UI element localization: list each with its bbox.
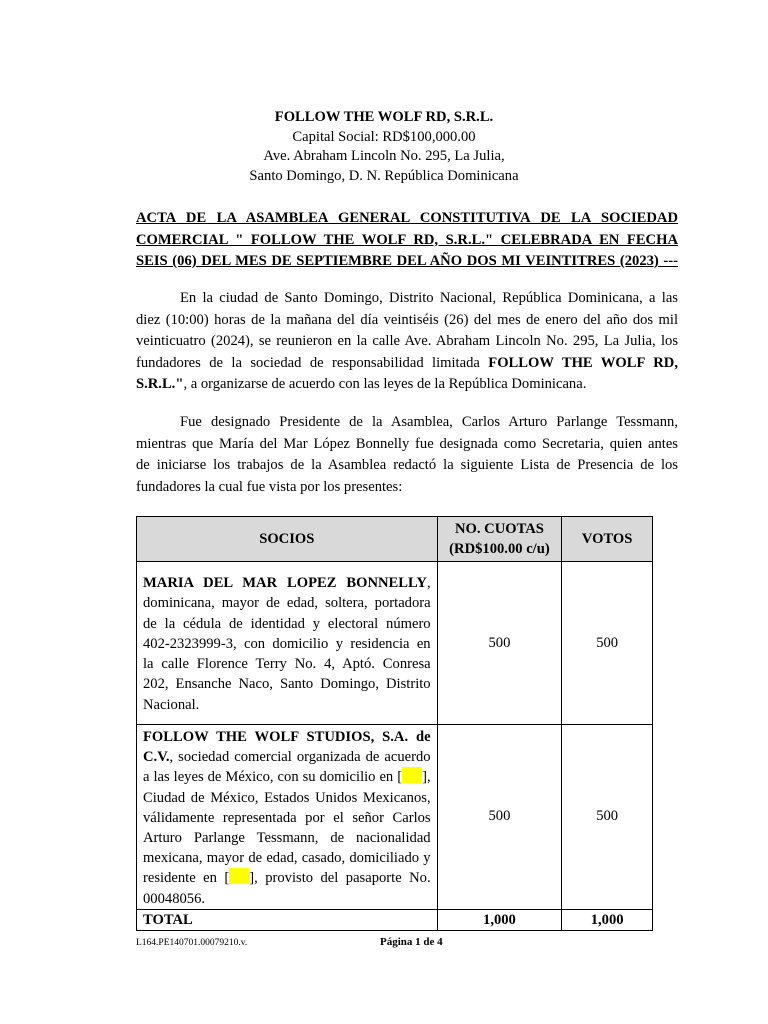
title-line-1: ACTA DE LA ASAMBLEA GENERAL CONSTITUTIVA DE LA SOCIEDAD	[136, 210, 678, 226]
cuotas-cell: 500	[437, 562, 562, 725]
title-line-2: COMERCIAL " FOLLOW THE WOLF RD, S.R.L." CELEBRADA EN FECHA	[136, 231, 678, 248]
total-votos: 1,000	[562, 909, 653, 930]
document-header	[0, 108, 768, 186]
desc-line: Nacional.	[143, 696, 200, 713]
paragraph2-line: mientras que María del Mar López Bonnelly fue designada como Secretaria, quien antes	[136, 435, 678, 452]
desc-line: 402-2323999-3, con domicilio y residencia en	[143, 635, 431, 652]
cuotas-cell: 500	[437, 725, 562, 910]
desc-line: 202, Ensanche Naco, Santo Domingo, Distrito	[143, 676, 431, 693]
paragraph-assembly-officers	[136, 412, 678, 498]
page-total: 4	[437, 936, 443, 948]
socio-name-suffix: C.V.	[143, 749, 170, 766]
header-votos: VOTOS	[562, 517, 653, 562]
attendance-table	[136, 516, 653, 931]
socio-text	[137, 571, 437, 714]
page-number	[380, 936, 443, 948]
paragraph1-line	[136, 353, 678, 375]
paragraph1-line: diez (10:00) horas de la mañana del día veintiséis (26) del mes de enero del año dos mil	[136, 311, 678, 328]
votos-cell: 500	[562, 562, 653, 725]
title-line-3: SEIS (06) DEL MES DE SEPTIEMBRE DEL AÑO DOS MI VEINTITRES (2023) ---	[136, 253, 678, 269]
placeholder-highlight: [ ]	[224, 870, 255, 887]
desc-text: , provisto del pasaporte No.	[254, 870, 431, 887]
paragraph2-line: fundadores la cual fue vista por los presentes:	[136, 478, 403, 495]
company-name: FOLLOW THE WOLF RD, S.R.L.	[274, 109, 494, 125]
paragraph1-text: fundadores de la sociedad de responsabilidad limitada	[136, 354, 489, 371]
desc-text: ,	[426, 575, 431, 592]
socio-description	[137, 725, 438, 910]
total-label: TOTAL	[137, 909, 438, 930]
capital-social: Capital Social: RD$100,000.00	[292, 128, 476, 145]
desc-line: de la cédula de identidad y electoral número	[143, 615, 431, 632]
socio-text	[137, 725, 437, 909]
table-row	[137, 725, 653, 910]
company-name-bold: FOLLOW THE WOLF RD,	[488, 354, 678, 371]
desc-line	[143, 573, 431, 593]
socio-description	[137, 562, 438, 725]
blank-field-highlight	[402, 767, 422, 783]
document-reference: L164.PE140701.00079210.v.	[136, 938, 248, 948]
total-cuotas: 1,000	[437, 909, 562, 930]
socio-name: MARIA DEL MAR LOPEZ BONNELLY	[143, 575, 427, 592]
paragraph1-text: , a organizarse de acuerdo con las leyes de la República Dominicana.	[183, 376, 587, 393]
table-row	[137, 562, 653, 725]
desc-line	[143, 727, 431, 747]
document-title	[136, 208, 678, 273]
paragraph1-line: En la ciudad de Santo Domingo, Distrito Nacional, República Dominicana, a las	[180, 290, 678, 306]
desc-line	[143, 747, 431, 767]
header-cuotas-line1: NO. CUOTAS	[454, 521, 544, 537]
desc-line: válidamente representada por el señor Carlos	[143, 809, 431, 826]
header-socios: SOCIOS	[137, 517, 438, 562]
address-line-2: Santo Domingo, D. N. República Dominicana	[249, 167, 519, 184]
paragraph1-line: veinticuatro (2024), se reunieron en la calle Ave. Abraham Lincoln No. 295, La Julia, los	[136, 333, 678, 350]
total-row	[137, 909, 653, 930]
paragraph2-line: de iniciarse los trabajos de la Asamblea redactó la siguiente Lista de Presencia de los	[136, 457, 678, 474]
placeholder-highlight: [ ]	[397, 769, 427, 786]
paragraph1-line	[136, 374, 678, 396]
desc-text: a las leyes de México, con su domicilio en	[143, 769, 398, 786]
page-of: de	[420, 936, 438, 948]
table-header-row	[137, 517, 653, 562]
header-cuotas-line2: (RD$100.00 c/u)	[449, 541, 550, 557]
desc-line: mexicana, mayor de edad, casado, domiciliado y	[143, 850, 431, 867]
desc-line: dominicana, mayor de edad, soltera, portadora	[143, 595, 431, 612]
desc-line: Arturo Parlange Tessmann, de nacionalidad	[143, 830, 431, 847]
header-cuotas	[437, 517, 562, 562]
paragraph2-line: Fue designado Presidente de la Asamblea, Carlos Arturo Parlange Tessmann,	[180, 414, 678, 430]
paragraph-meeting-details	[136, 288, 678, 396]
desc-line	[143, 767, 431, 787]
socio-name: FOLLOW THE WOLF STUDIOS, S.A. de	[143, 729, 431, 745]
desc-line: Ciudad de México, Estados Unidos Mexicanos,	[143, 789, 431, 806]
page-label: Página	[380, 936, 416, 948]
desc-line	[143, 868, 431, 888]
blank-field-highlight	[229, 868, 249, 884]
desc-text: residente en	[143, 870, 225, 887]
votos-cell: 500	[562, 725, 653, 910]
desc-line: la calle Florence Terry No. 4, Aptó. Conresa	[143, 656, 431, 673]
address-line-1: Ave. Abraham Lincoln No. 295, La Julia,	[263, 148, 505, 164]
desc-text: , sociedad comercial organizada de acuerdo	[169, 749, 431, 766]
desc-text: ,	[426, 769, 431, 786]
page-current: 1	[415, 936, 421, 948]
company-suffix-bold: S.R.L."	[136, 376, 184, 393]
desc-line: 00048056.	[143, 890, 206, 907]
